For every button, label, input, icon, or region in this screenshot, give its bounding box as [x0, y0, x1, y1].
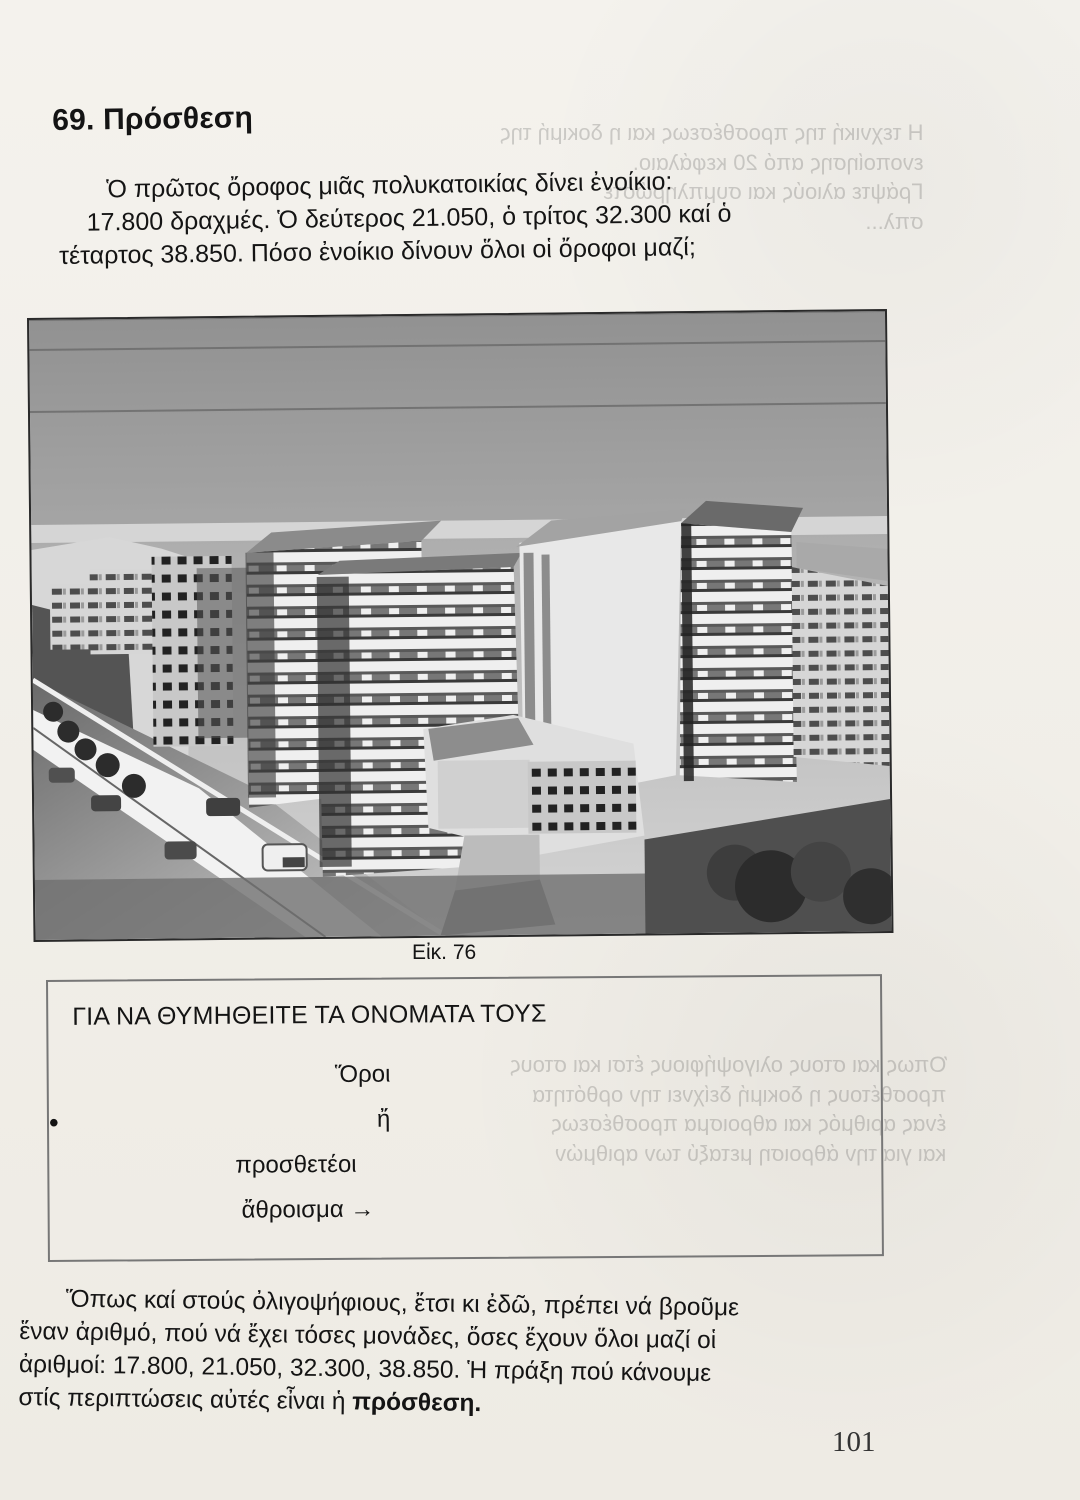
problem-line-1: Ὁ πρῶτος ὄροφος μιᾶς πολυκατοικίας δίνει ἐνοίκιο:	[106, 167, 673, 204]
problem-text	[58, 162, 909, 273]
term-oroi: Ὅροι	[334, 1060, 391, 1088]
figure-caption: Εἰκ. 76	[412, 941, 477, 964]
explanation-text	[18, 1282, 900, 1426]
problem-line-3: τέταρτος 38.850. Πόσο ἐνοίκιο δίνουν ὅλοι οἱ ὄροφοι μαζί;	[58, 233, 697, 270]
bullet-mark: •	[48, 1106, 59, 1138]
terms-list	[235, 1051, 455, 1224]
problem-line-2: 17.800 δραχμές. Ὁ δεύτερος 21.050, ὁ τρίτος 32.300 καί ὁ	[86, 199, 732, 237]
show-through-text: Όπως και στους ολιγοψήφιους έτσι και στους προσθέτους η δοκιμή δείχνει την ορθότητα ένας αριθμός και αθροισμα προσθέσεως και για την άθροιση μεταξύ των αριθμών	[510, 1052, 947, 1167]
addition-word-bold: πρόσθεση.	[352, 1388, 482, 1418]
remember-names-box	[46, 974, 884, 1262]
apartment-buildings-photo	[27, 309, 893, 942]
page-number: 101	[832, 1426, 876, 1458]
term-or: ἤ	[376, 1105, 391, 1133]
term-prosthetoi: προσθετέοι	[235, 1150, 357, 1179]
show-through-text: Η τεχνική της προσθέσεως και η δοκιμή της ενοποίησης από 20 κεφάλαιο. Γράψτε αλιούς και συμπληρώστε σπλ...	[500, 120, 924, 235]
section-heading: 69. Πρόσθεση	[52, 101, 254, 137]
explanation-line-1: Ὅπως καί στούς ὀλιγοψήφιους, ἔτσι κι ἐδῶ, πρέπει νά βροῦμε	[65, 1285, 740, 1322]
term-athroisma: ἄθροισμα →	[241, 1195, 375, 1224]
remember-box-title: ΓΙΑ ΝΑ ΘΥΜΗΘΕΙΤΕ ΤΑ ΟΝΟΜΑΤΑ ΤΟΥΣ	[72, 999, 547, 1031]
explanation-line-4-prefix: στίς περιπτώσεις αὐτές εἶναι ἡ	[18, 1383, 346, 1416]
explanation-line-2: ἕναν ἀριθμό, πού νά ἔχει τόσες μονάδες, ὅσες ἔχουν ὅλοι μαζί οἱ	[19, 1317, 717, 1355]
explanation-line-3: ἀριθμοί: 17.800, 21.050, 32.300, 38.850. Ἡ πράξη πού κάνουμε	[18, 1350, 712, 1388]
